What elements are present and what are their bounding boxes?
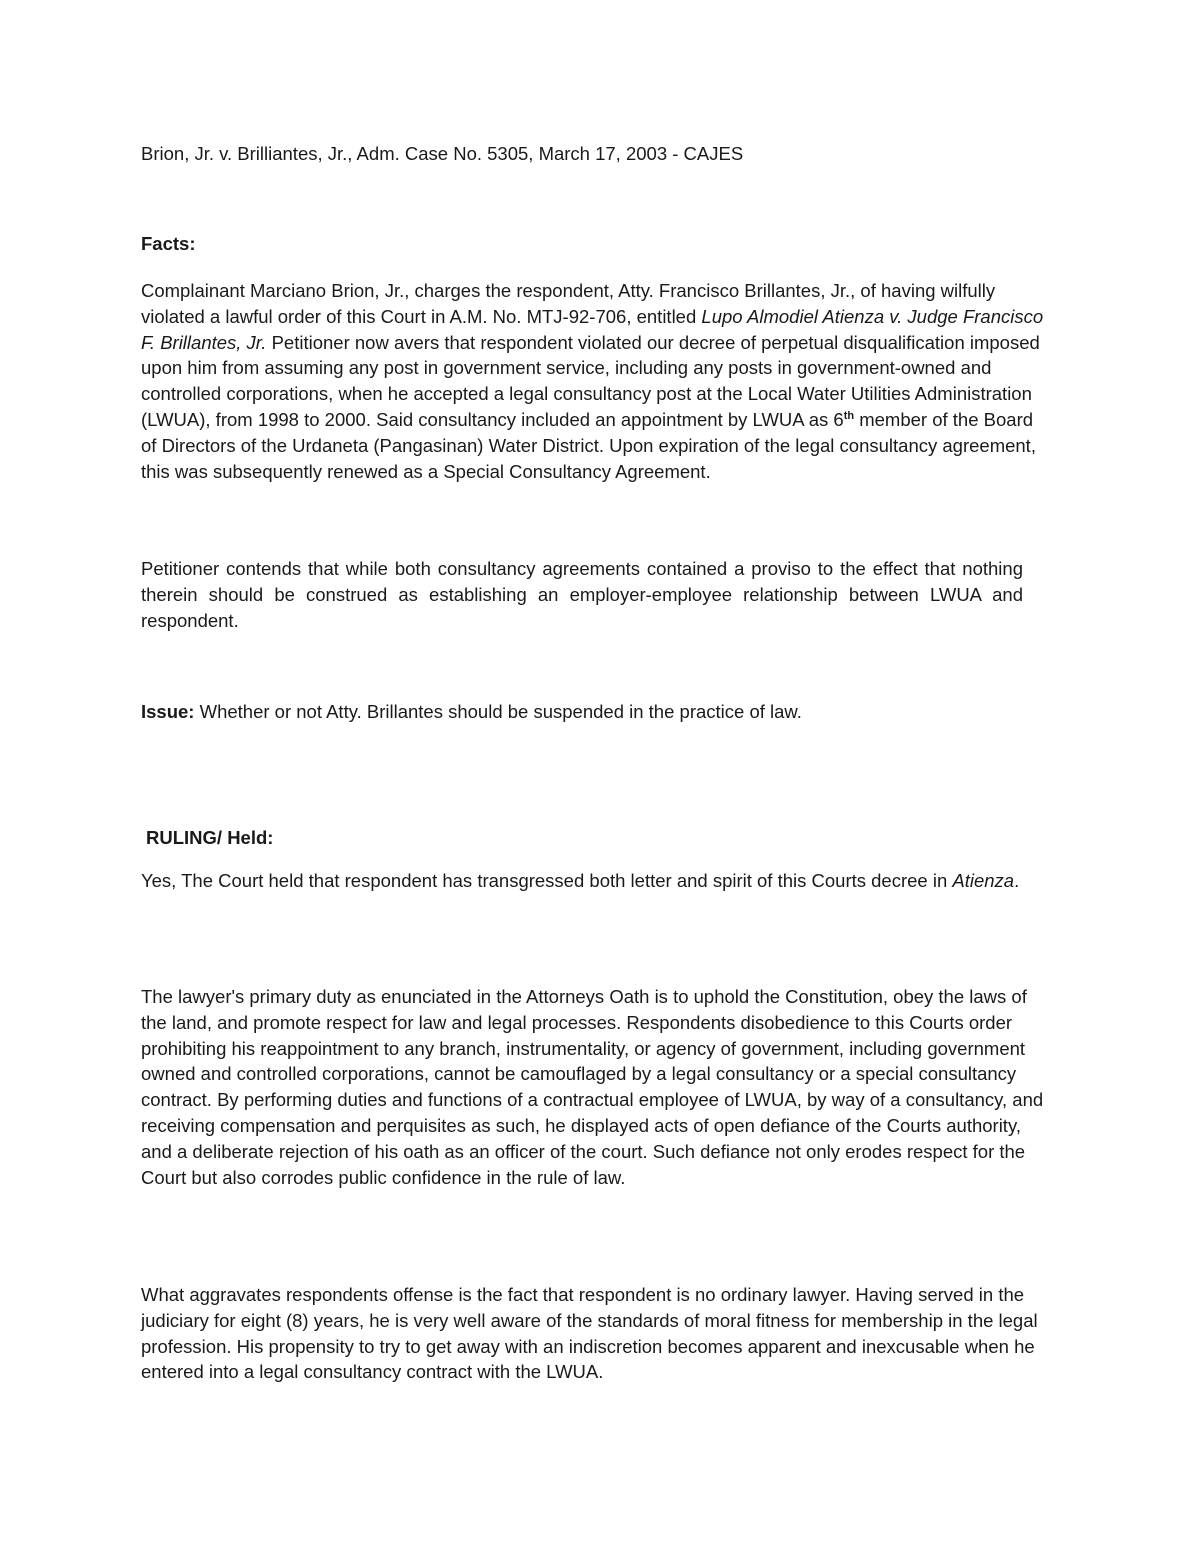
ordinal-superscript: th — [843, 409, 855, 422]
issue-paragraph — [141, 699, 1051, 725]
facts-p1-text-a: Complainant Marciano Brion, Jr., charges the respondent, Atty. Francisco Brillantes, Jr., of having wilfully violated a lawful order of this Court in A.M. No. MTJ-92-706, entitled — [141, 280, 996, 327]
issue-text: Whether or not Atty. Brillantes should be suspended in the practice of law. — [194, 701, 802, 722]
ruling-p1-text-a: Yes, The Court held that respondent has transgressed both letter and spirit of this Courts decree in — [141, 870, 953, 891]
ruling-p1-text-b: . — [1014, 870, 1020, 891]
ruling-paragraph-3: What aggravates respondents offense is the fact that respondent is no ordinary lawyer. Having served in the judiciary for eight (8) years, he is very well aware of the standards of moral fitness for membership in the legal profession. His propensity to try to get away with an indiscretion becomes apparent and inexcusable when he entered into a legal consultancy contract with the LWUA. — [141, 1284, 1038, 1383]
ruling-paragraph-2: The lawyer's primary duty as enunciated in the Attorneys Oath is to uphold the Constitution, obey the laws of the land, and promote respect for law and legal processes. Respondents disobedience to this Courts order prohibiting his reappointment to any branch, instrumentality, or agency of government, including government owned and controlled corporations, cannot be camouflaged by a legal consultancy or a special consultancy contract. By performing duties and functions of a contractual employee of LWUA, by way of a consultancy, and receiving compensation and perquisites as such, he displayed acts of open defiance of the Courts authority, and a deliberate rejection of his oath as an officer of the court. Such defiance not only erodes respect for the Court but also corrodes public confidence in the rule of law. — [141, 986, 1044, 1188]
facts-paragraph-1 — [141, 278, 1051, 484]
facts-p1-text-c: member of the Board of Directors of the Urdaneta (Pangasinan) Water District. Upon expiration of the legal consultancy agreement, this was subsequently renewed as a Special Consultancy Agreement. — [141, 408, 1036, 482]
case-title: Brion, Jr. v. Brilliantes, Jr., Adm. Case No. 5305, March 17, 2003 - CAJES — [141, 143, 744, 164]
facts-paragraph-2: Petitioner contends that while both consultancy agreements contained a proviso to the effect that nothing therein should be construed as establishing an employer-employee relationship between LWUA and respondent. — [141, 558, 1023, 631]
ruling-p1-italic: Atienza — [952, 870, 1015, 891]
case-citation-italic: Lupo Almodiel Atienza v. Judge Francisco F. Brillantes, Jr. — [141, 305, 1044, 353]
ruling-paragraph-1 — [141, 868, 1051, 894]
issue-label: Issue: — [141, 701, 195, 722]
facts-p1-text-b: Petitioner now avers that respondent violated our decree of perpetual disqualification imposed upon him from assuming any post in government service, including any posts in government-owned and controlled corporations, when he accepted a legal consultancy post at the Local Water Utilities Administration (LWUA), from 1998 to 2000. Said consultancy included an appointment by LWUA as 6 — [141, 331, 1040, 430]
ruling-heading: RULING/ Held: — [146, 827, 274, 848]
facts-heading: Facts: — [141, 233, 196, 254]
